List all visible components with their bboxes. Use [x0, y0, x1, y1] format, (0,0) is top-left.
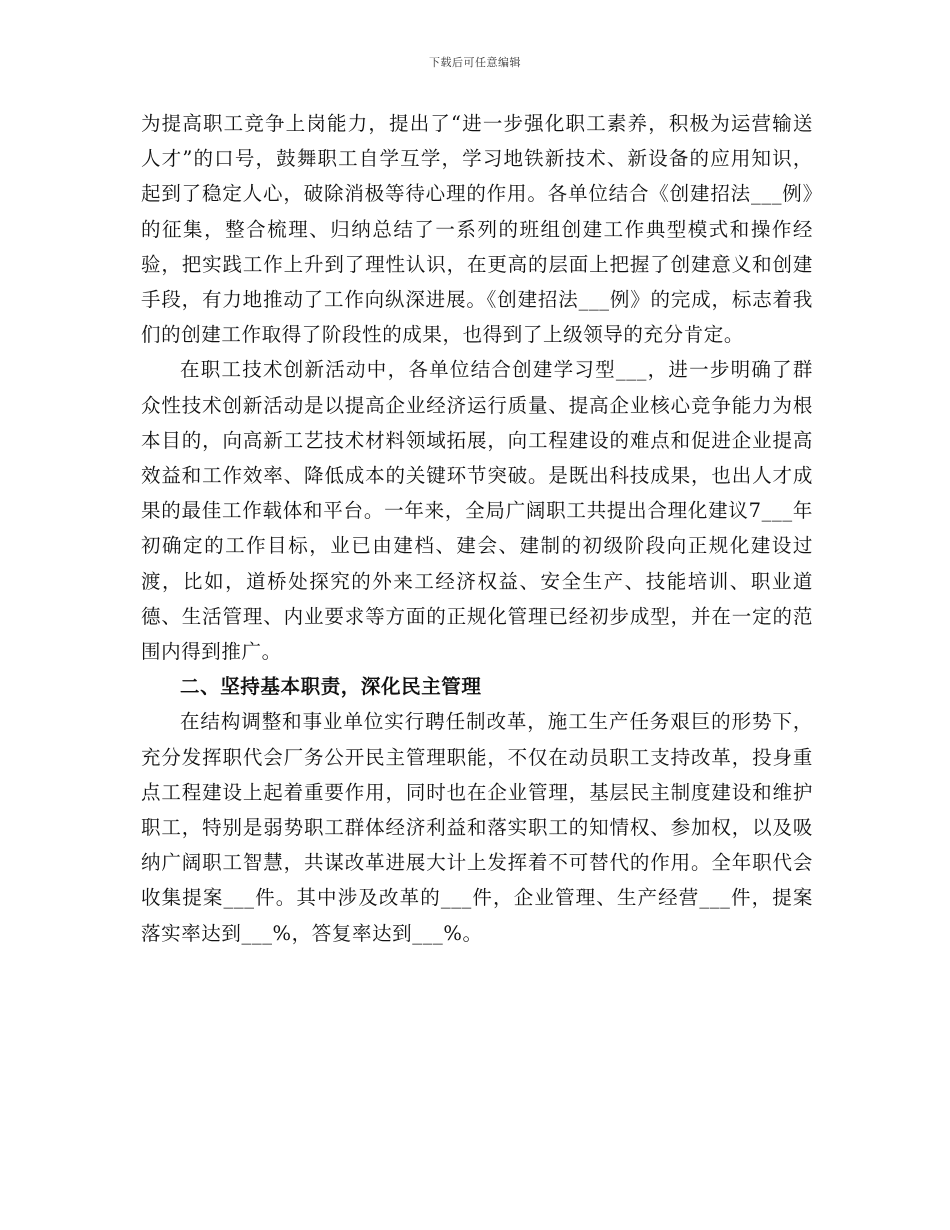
document-body — [141, 106, 813, 951]
page-header: 下载后可任意编辑 — [429, 56, 521, 69]
paragraph-2: 在职工技术创新活动中，各单位结合创建学习型___，进一步明确了群众性技术创新活动是以提高企业经济运行质量、提高企业核心竞争能力为根本目的，向高新工艺技术材料领域拓展，向工程建设的难点和促进企业提高效益和工作效率、降低成本的关键环节突破。是既出科技成果，也出人才成果的最佳工作载体和平台。一年来，全局广阔职工共提出合理化建议7___年初确定的工作目标，业已由建档、建会、建制的初级阶段向正规化建设过渡，比如，道桥处探究的外来工经济权益、安全生产、技能培训、职业道德、生活管理、内业要求等方面的正规化管理已经初步成型，并在一定的范围内得到推广。 — [141, 358, 813, 664]
section-heading: 二、坚持基本职责，深化民主管理 — [180, 675, 482, 699]
paragraph-1: 为提高职工竞争上岗能力，提出了“进一步强化职工素养，积极为运营输送人才”的口号，鼓舞职工自学互学，学习地铁新技术、新设备的应用知识，起到了稳定人心，破除消极等待心理的作用。各单位结合《创建招法___例》的征集，整合梳理、归纳总结了一系列的班组创建工作典型模式和操作经验，把实践工作上升到了理性认识，在更高的层面上把握了创建意义和创建手段，有力地推动了工作向纵深进展。《创建招法___例》的完成，标志着我们的创建工作取得了阶段性的成果，也得到了上级领导的充分肯定。 — [141, 112, 813, 347]
paragraph-3: 在结构调整和事业单位实行聘任制改革，施工生产任务艰巨的形势下，充分发挥职代会厂务公开民主管理职能，不仅在动员职工支持改革，投身重点工程建设上起着重要作用，同时也在企业管理，基层民主制度建设和维护职工，特别是弱势职工群体经济利益和落实职工的知情权、参加权，以及吸纳广阔职工智慧，共谋改革进展大计上发挥着不可替代的作用。全年职代会收集提案___件。其中涉及改革的___件，企业管理、生产经营___件，提案落实率达到___%，答复率达到___%。 — [141, 710, 813, 945]
